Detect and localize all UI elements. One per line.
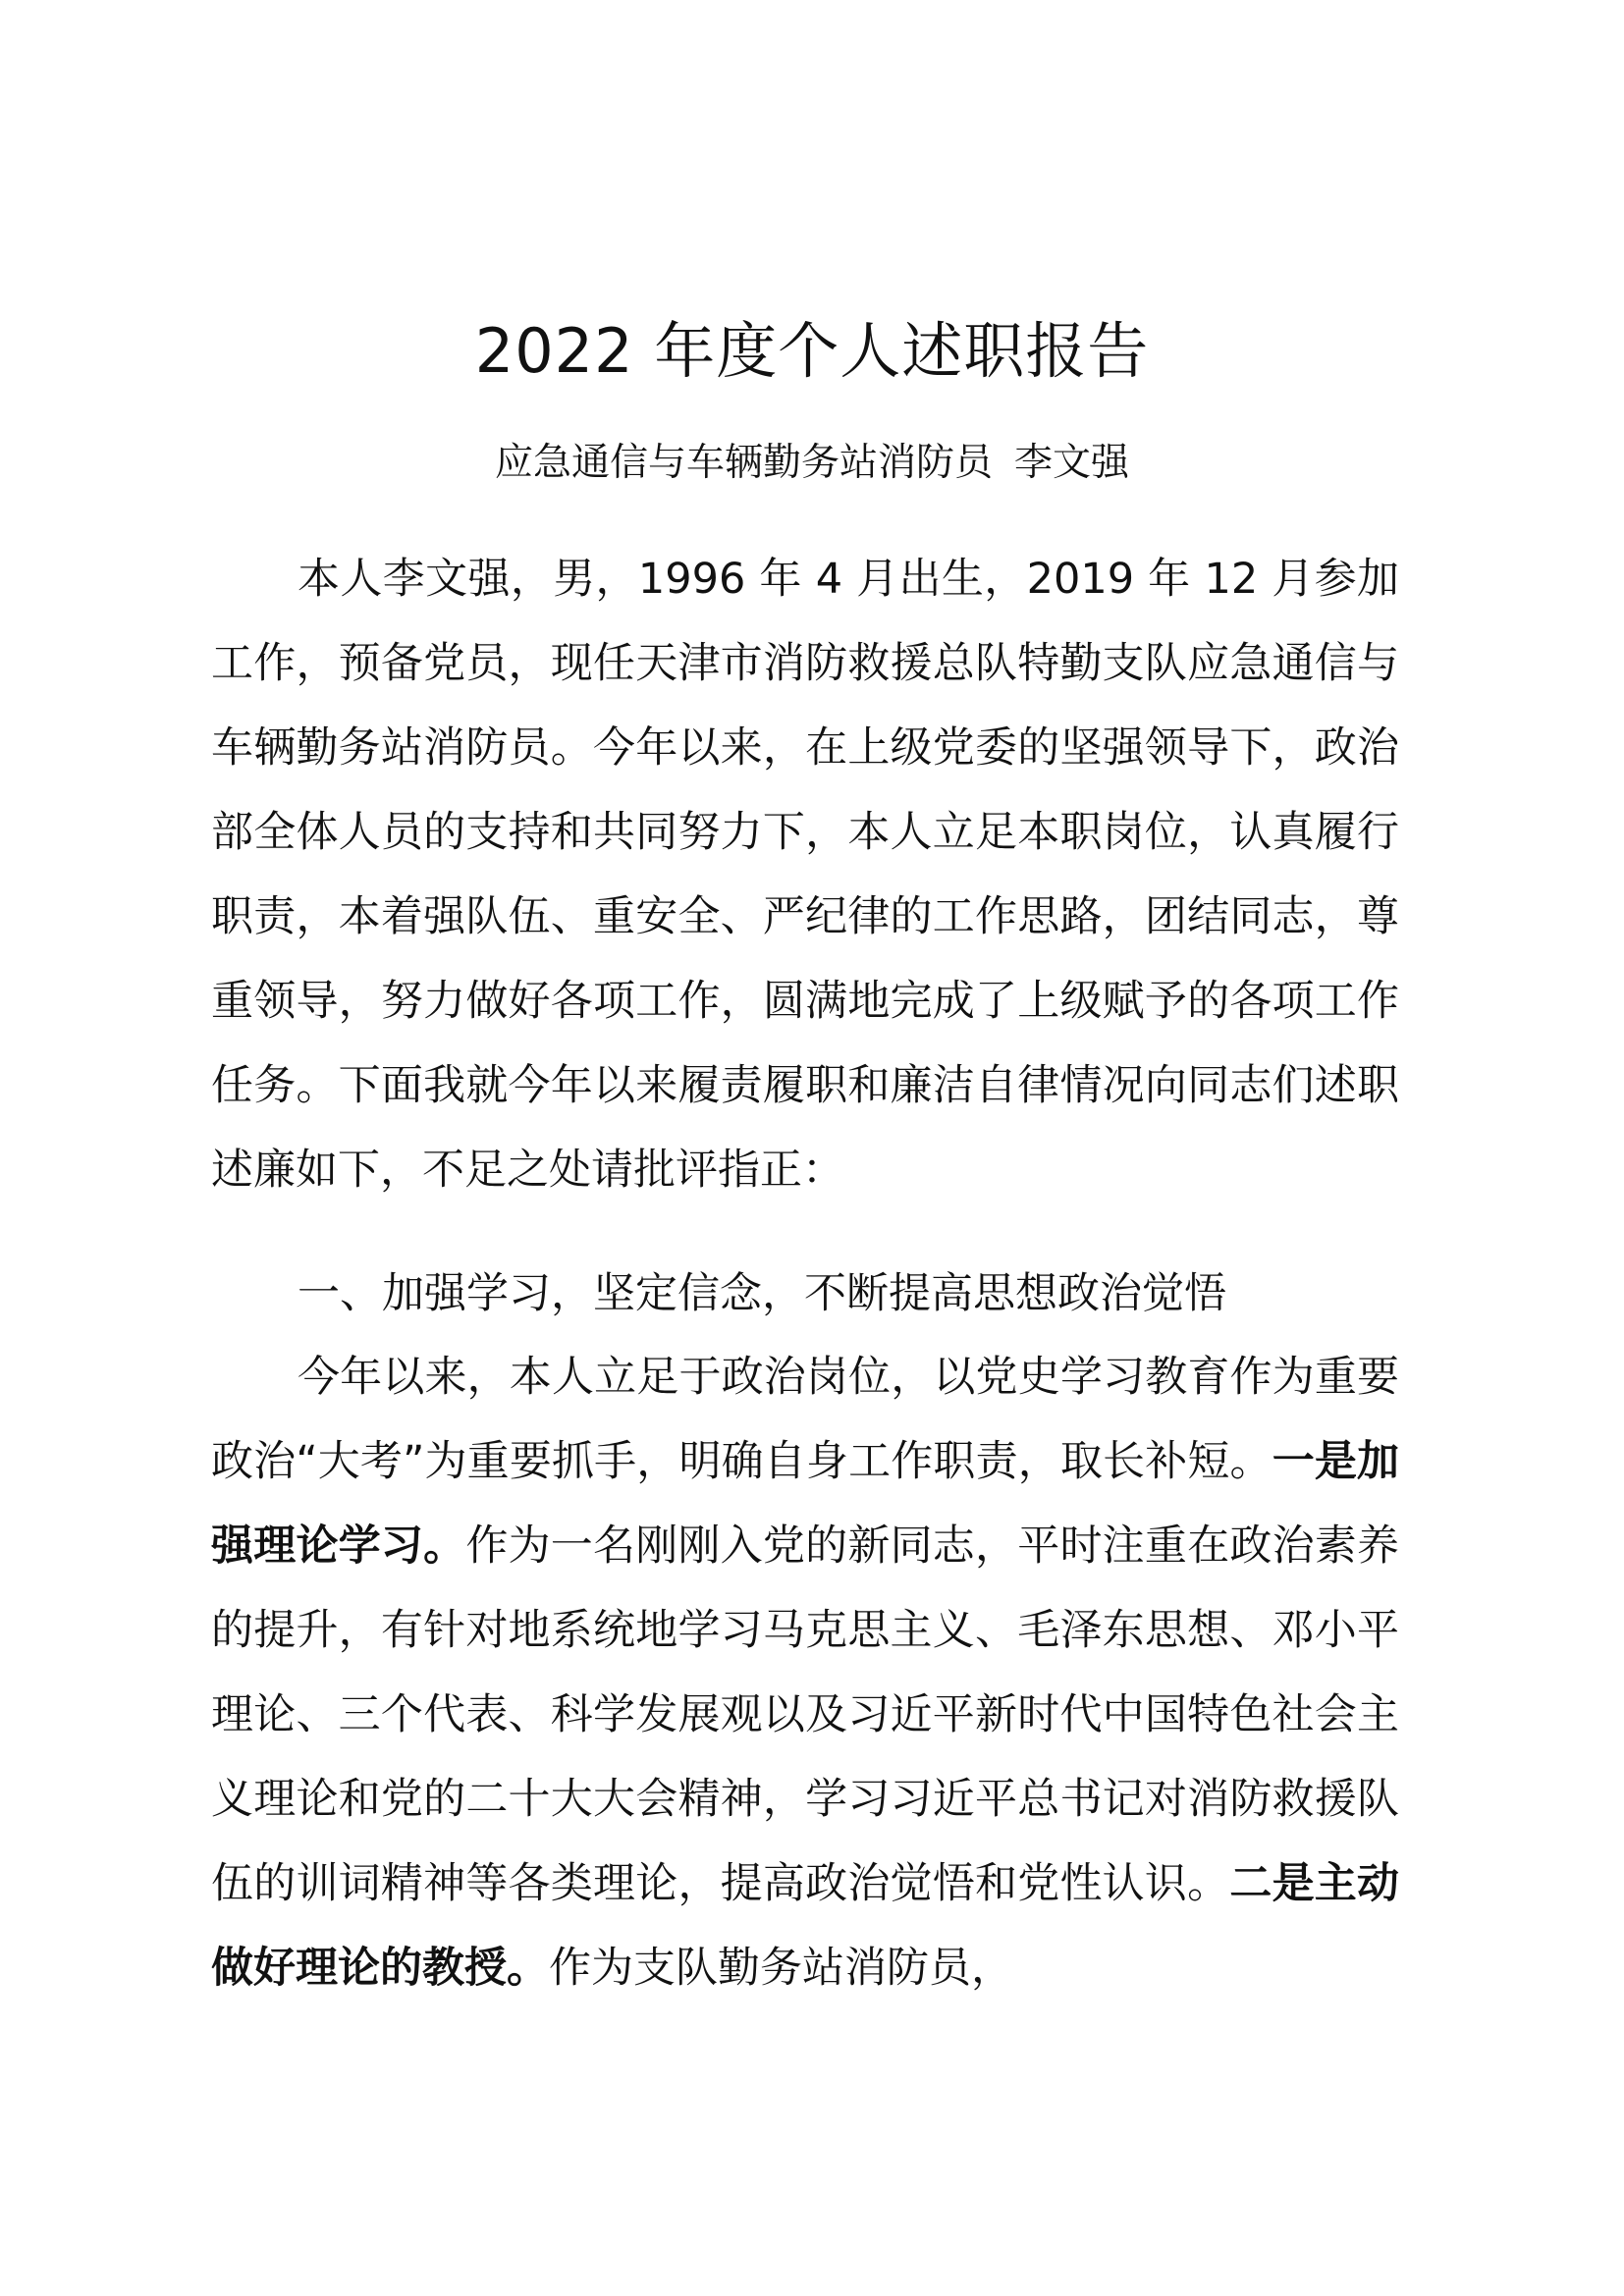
section-heading-1: 一、加强学习，坚定信念，不断提高思想政治觉悟 <box>298 1269 1226 1318</box>
point-1-text: 作为一名刚刚入党的新同志，平时注重在政治素养的提升，有针对地系统地学习马克思主义、毛泽东思想、邓小平理论、三个代表、科学发展观以及习近平新时代中国特色社会主义理论和党的二十大大会精神，学习习近平总书记对消防救援队伍的训词精神等各类理论，提高政治觉悟和党性认识。 <box>211 1522 1400 1908</box>
author-role: 应急通信与车辆勤务站消防员 <box>494 441 993 485</box>
document-title: 2022 年度个人述职报告 <box>474 315 1150 387</box>
section-1-paragraph <box>211 1335 1399 2010</box>
point-2-label: 二是主动做好理论的教授。 <box>211 1859 1400 1993</box>
document-subtitle <box>0 436 1624 491</box>
point-2-text: 作为支队勤务站消防员， <box>549 1944 1013 1993</box>
section-1-intro: 今年以来，本人立足于政治岗位，以党史学习教育作为重要政治“大考”为重要抓手，明确自身工作职责，取长补短。 <box>211 1353 1399 1486</box>
point-1-label: 一是加强理论学习。 <box>211 1437 1400 1571</box>
intro-paragraph: 本人李文强，男，1996 年 4 月出生，2019 年 12 月参加工作，预备党员，现任天津市消防救援总队特勤支队应急通信与车辆勤务站消防员。今年以来，在上级党委的坚强领导下，政治部全体人员的支持和共同努力下，本人立足本职岗位，认真履行职责，本着强队伍、重安全、严纪律的工作思路，团结同志，尊重领导，努力做好各项工作，圆满地完成了上级赋予的各项工作任务。下面我就今年以来履责履职和廉洁自律情况向同志们述职述廉如下，不足之处请批评指正： <box>211 555 1399 1195</box>
author-name: 李文强 <box>1014 441 1130 485</box>
